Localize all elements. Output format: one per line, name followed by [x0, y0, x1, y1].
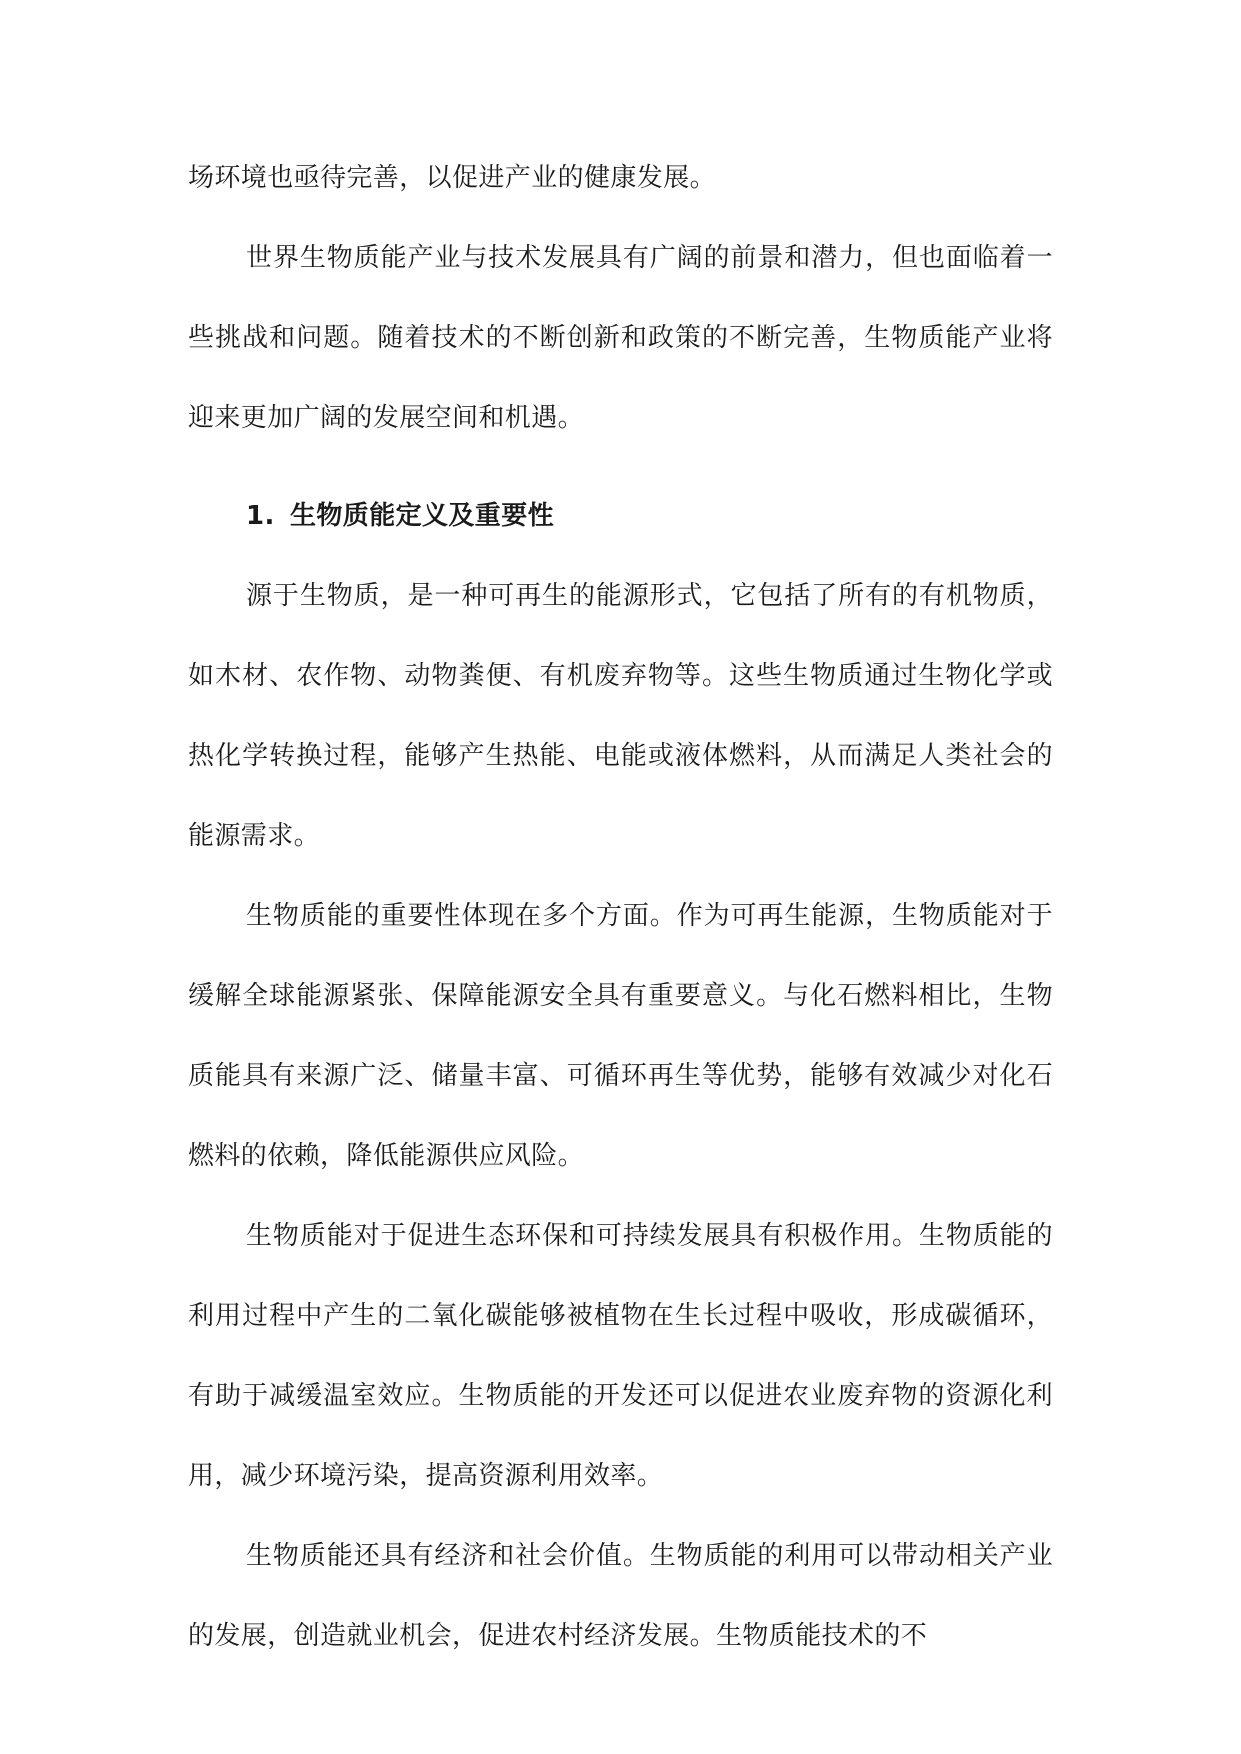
paragraph-definition: 源于生物质，是一种可再生的能源形式，它包括了所有的有机物质，如木材、农作物、动物粪便、有机废弃物等。这些生物质通过生物化学或热化学转换过程，能够产生热能、电能或液体燃料，从而满足人类社会的能源需求。 — [188, 581, 1053, 851]
section-heading — [188, 476, 1053, 556]
paragraph-ecology: 生物质能对于促进生态环保和可持续发展具有积极作用。生物质能的利用过程中产生的二氧化碳能够被植物在生长过程中吸收，形成碳循环，有助于减缓温室效应。生物质能的开发还可以促进农业废弃物的资源化利用，减少环境污染，提高资源利用效率。 — [188, 1221, 1053, 1491]
paragraph-outlook: 世界生物质能产业与技术发展具有广阔的前景和潜力，但也面临着一些挑战和问题。随着技术的不断创新和政策的不断完善，生物质能产业将迎来更加广阔的发展空间和机遇。 — [188, 243, 1053, 433]
paragraph-importance: 生物质能的重要性体现在多个方面。作为可再生能源，生物质能对于缓解全球能源紧张、保障能源安全具有重要意义。与化石燃料相比，生物质能具有来源广泛、储量丰富、可循环再生等优势，能够有效减少对化石燃料的依赖，降低能源供应风险。 — [188, 901, 1053, 1171]
paragraph-economy: 生物质能还具有经济和社会价值。生物质能的利用可以带动相关产业的发展，创造就业机会，促进农村经济发展。生物质能技术的不 — [188, 1541, 1053, 1651]
document-body — [188, 138, 1053, 1676]
paragraph-continuation: 场环境也亟待完善，以促进产业的健康发展。 — [188, 163, 717, 193]
section-number: 1. — [246, 501, 275, 531]
section-title: 生物质能定义及重要性 — [290, 501, 555, 531]
